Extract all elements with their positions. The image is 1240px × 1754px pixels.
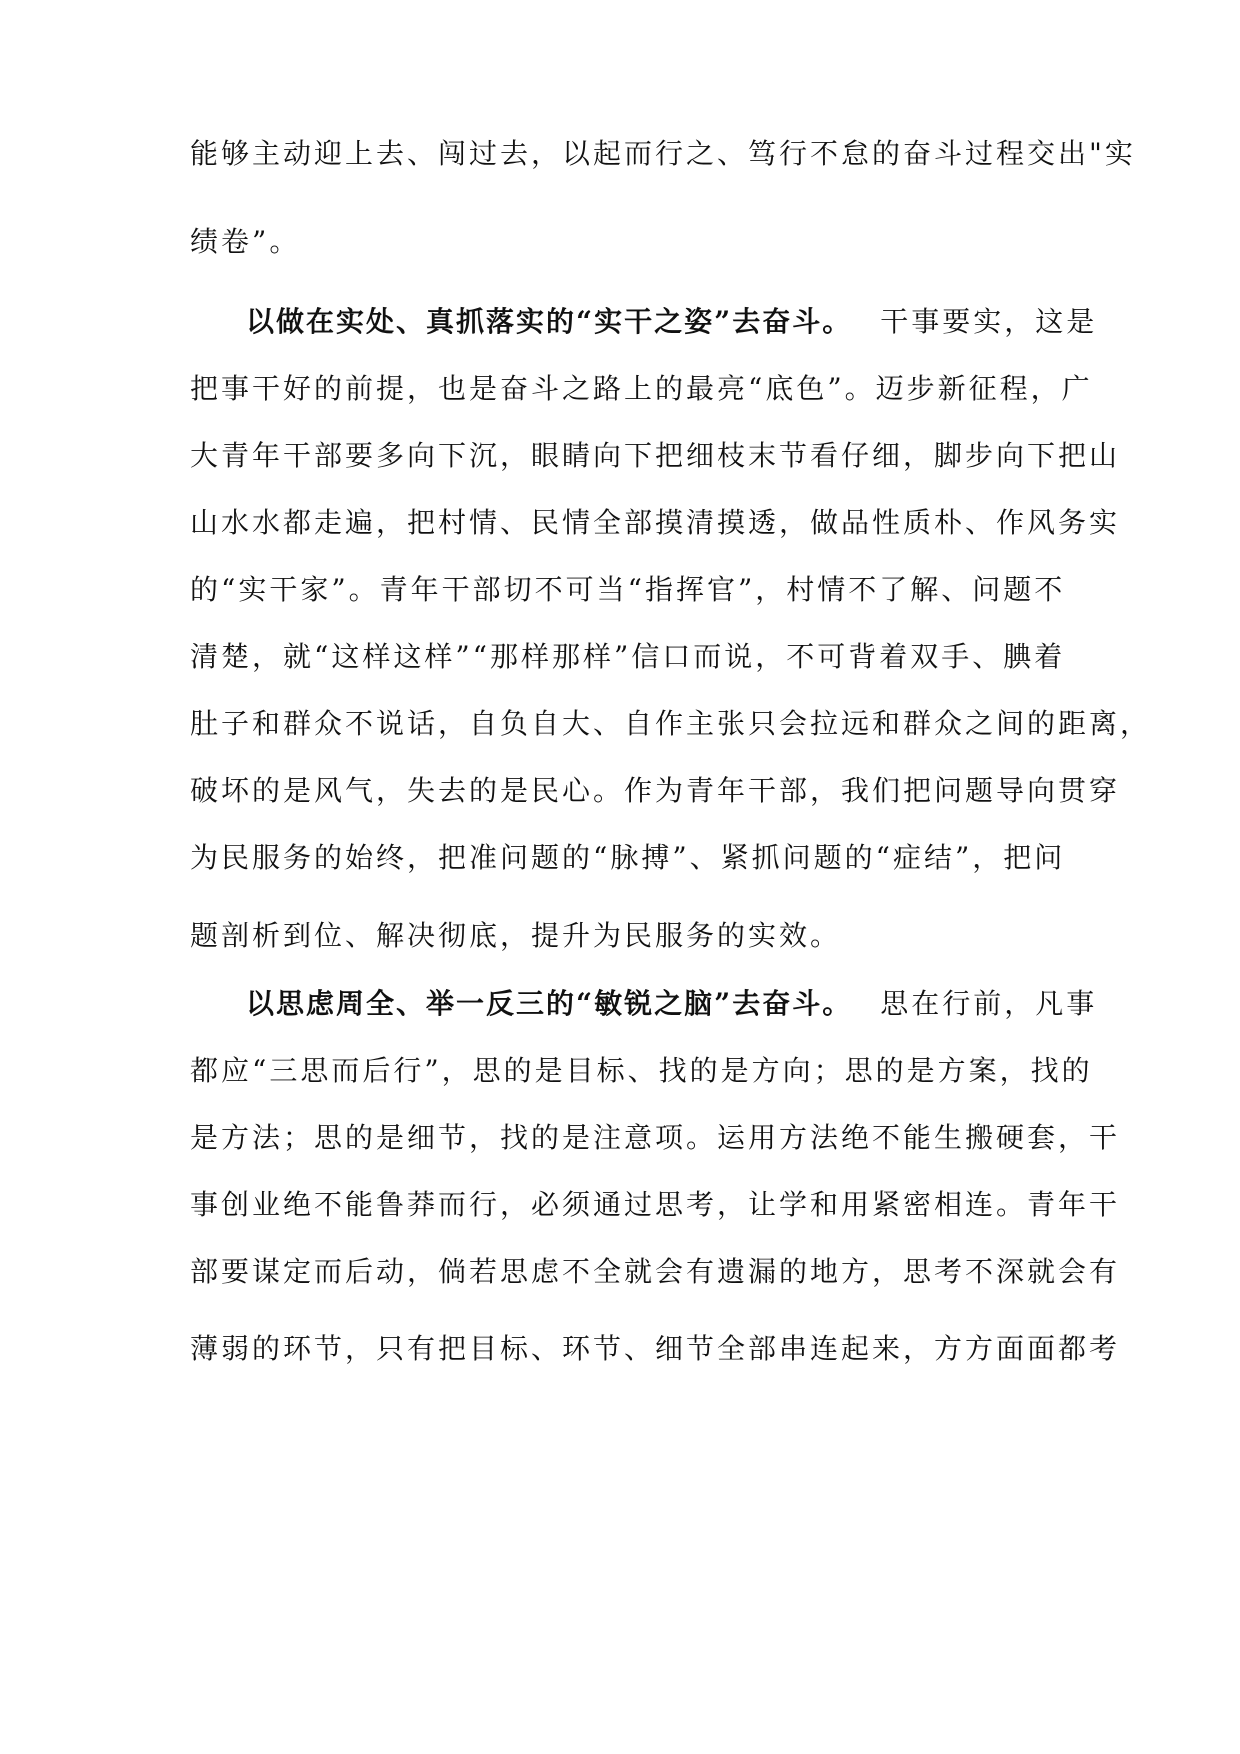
paragraph-1-first-line [246, 302, 1098, 342]
text-line-6: 山水水都走遍，把村情、民情全部摸清摸透，做品性质朴、作风务实 [190, 506, 1121, 539]
paragraph-1-heading: 以做在实处、真抓落实的“实干之姿”去奋斗。 [246, 305, 853, 338]
text-line-5: 大青年干部要多向下沉，眼睛向下把细枝末节看仔细，脚步向下把山 [190, 439, 1121, 472]
paragraph-2-opening: 思在行前，凡事 [880, 987, 1098, 1020]
text-line-11: 为民服务的始终，把准问题的“脉搏”、紧抓问题的“症结”，把问 [190, 841, 1066, 874]
text-line-8: 清楚，就“这样这样”“那样那样”信口而说，不可背着双手、腆着 [190, 640, 1066, 673]
text-line-2: 绩卷”。 [190, 225, 301, 258]
text-line-7: 的“实干家”。青年干部切不可当“指挥官”，村情不了解、问题不 [190, 573, 1066, 606]
text-line-4: 把事干好的前提，也是奋斗之路上的最亮“底色”。迈步新征程，广 [190, 372, 1093, 405]
text-line-16: 事创业绝不能鲁莽而行，必须通过思考，让学和用紧密相连。青年干 [190, 1188, 1121, 1221]
paragraph-2-first-line [246, 984, 1098, 1024]
text-line-17: 部要谋定而后动，倘若思虑不全就会有遗漏的地方，思考不深就会有 [190, 1255, 1121, 1288]
text-line-10: 破坏的是风气，失去的是民心。作为青年干部，我们把问题导向贯穿 [190, 774, 1121, 807]
text-line-9: 肚子和群众不说话，自负自大、自作主张只会拉远和群众之间的距离， [190, 707, 1152, 740]
paragraph-2-heading: 以思虑周全、举一反三的“敏锐之脑”去奋斗。 [246, 987, 853, 1020]
text-line-1: 能够主动迎上去、闯过去，以起而行之、笃行不怠的奋斗过程交出"实 [190, 137, 1136, 170]
text-line-15: 是方法；思的是细节，找的是注意项。运用方法绝不能生搬硬套，干 [190, 1121, 1121, 1154]
text-line-12: 题剖析到位、解决彻底，提升为民服务的实效。 [190, 919, 842, 952]
text-line-14: 都应“三思而后行”，思的是目标、找的是方向；思的是方案，找的 [190, 1054, 1093, 1087]
text-line-18: 薄弱的环节，只有把目标、环节、细节全部串连起来，方方面面都考 [190, 1332, 1121, 1365]
paragraph-1-opening: 干事要实，这是 [880, 305, 1098, 338]
